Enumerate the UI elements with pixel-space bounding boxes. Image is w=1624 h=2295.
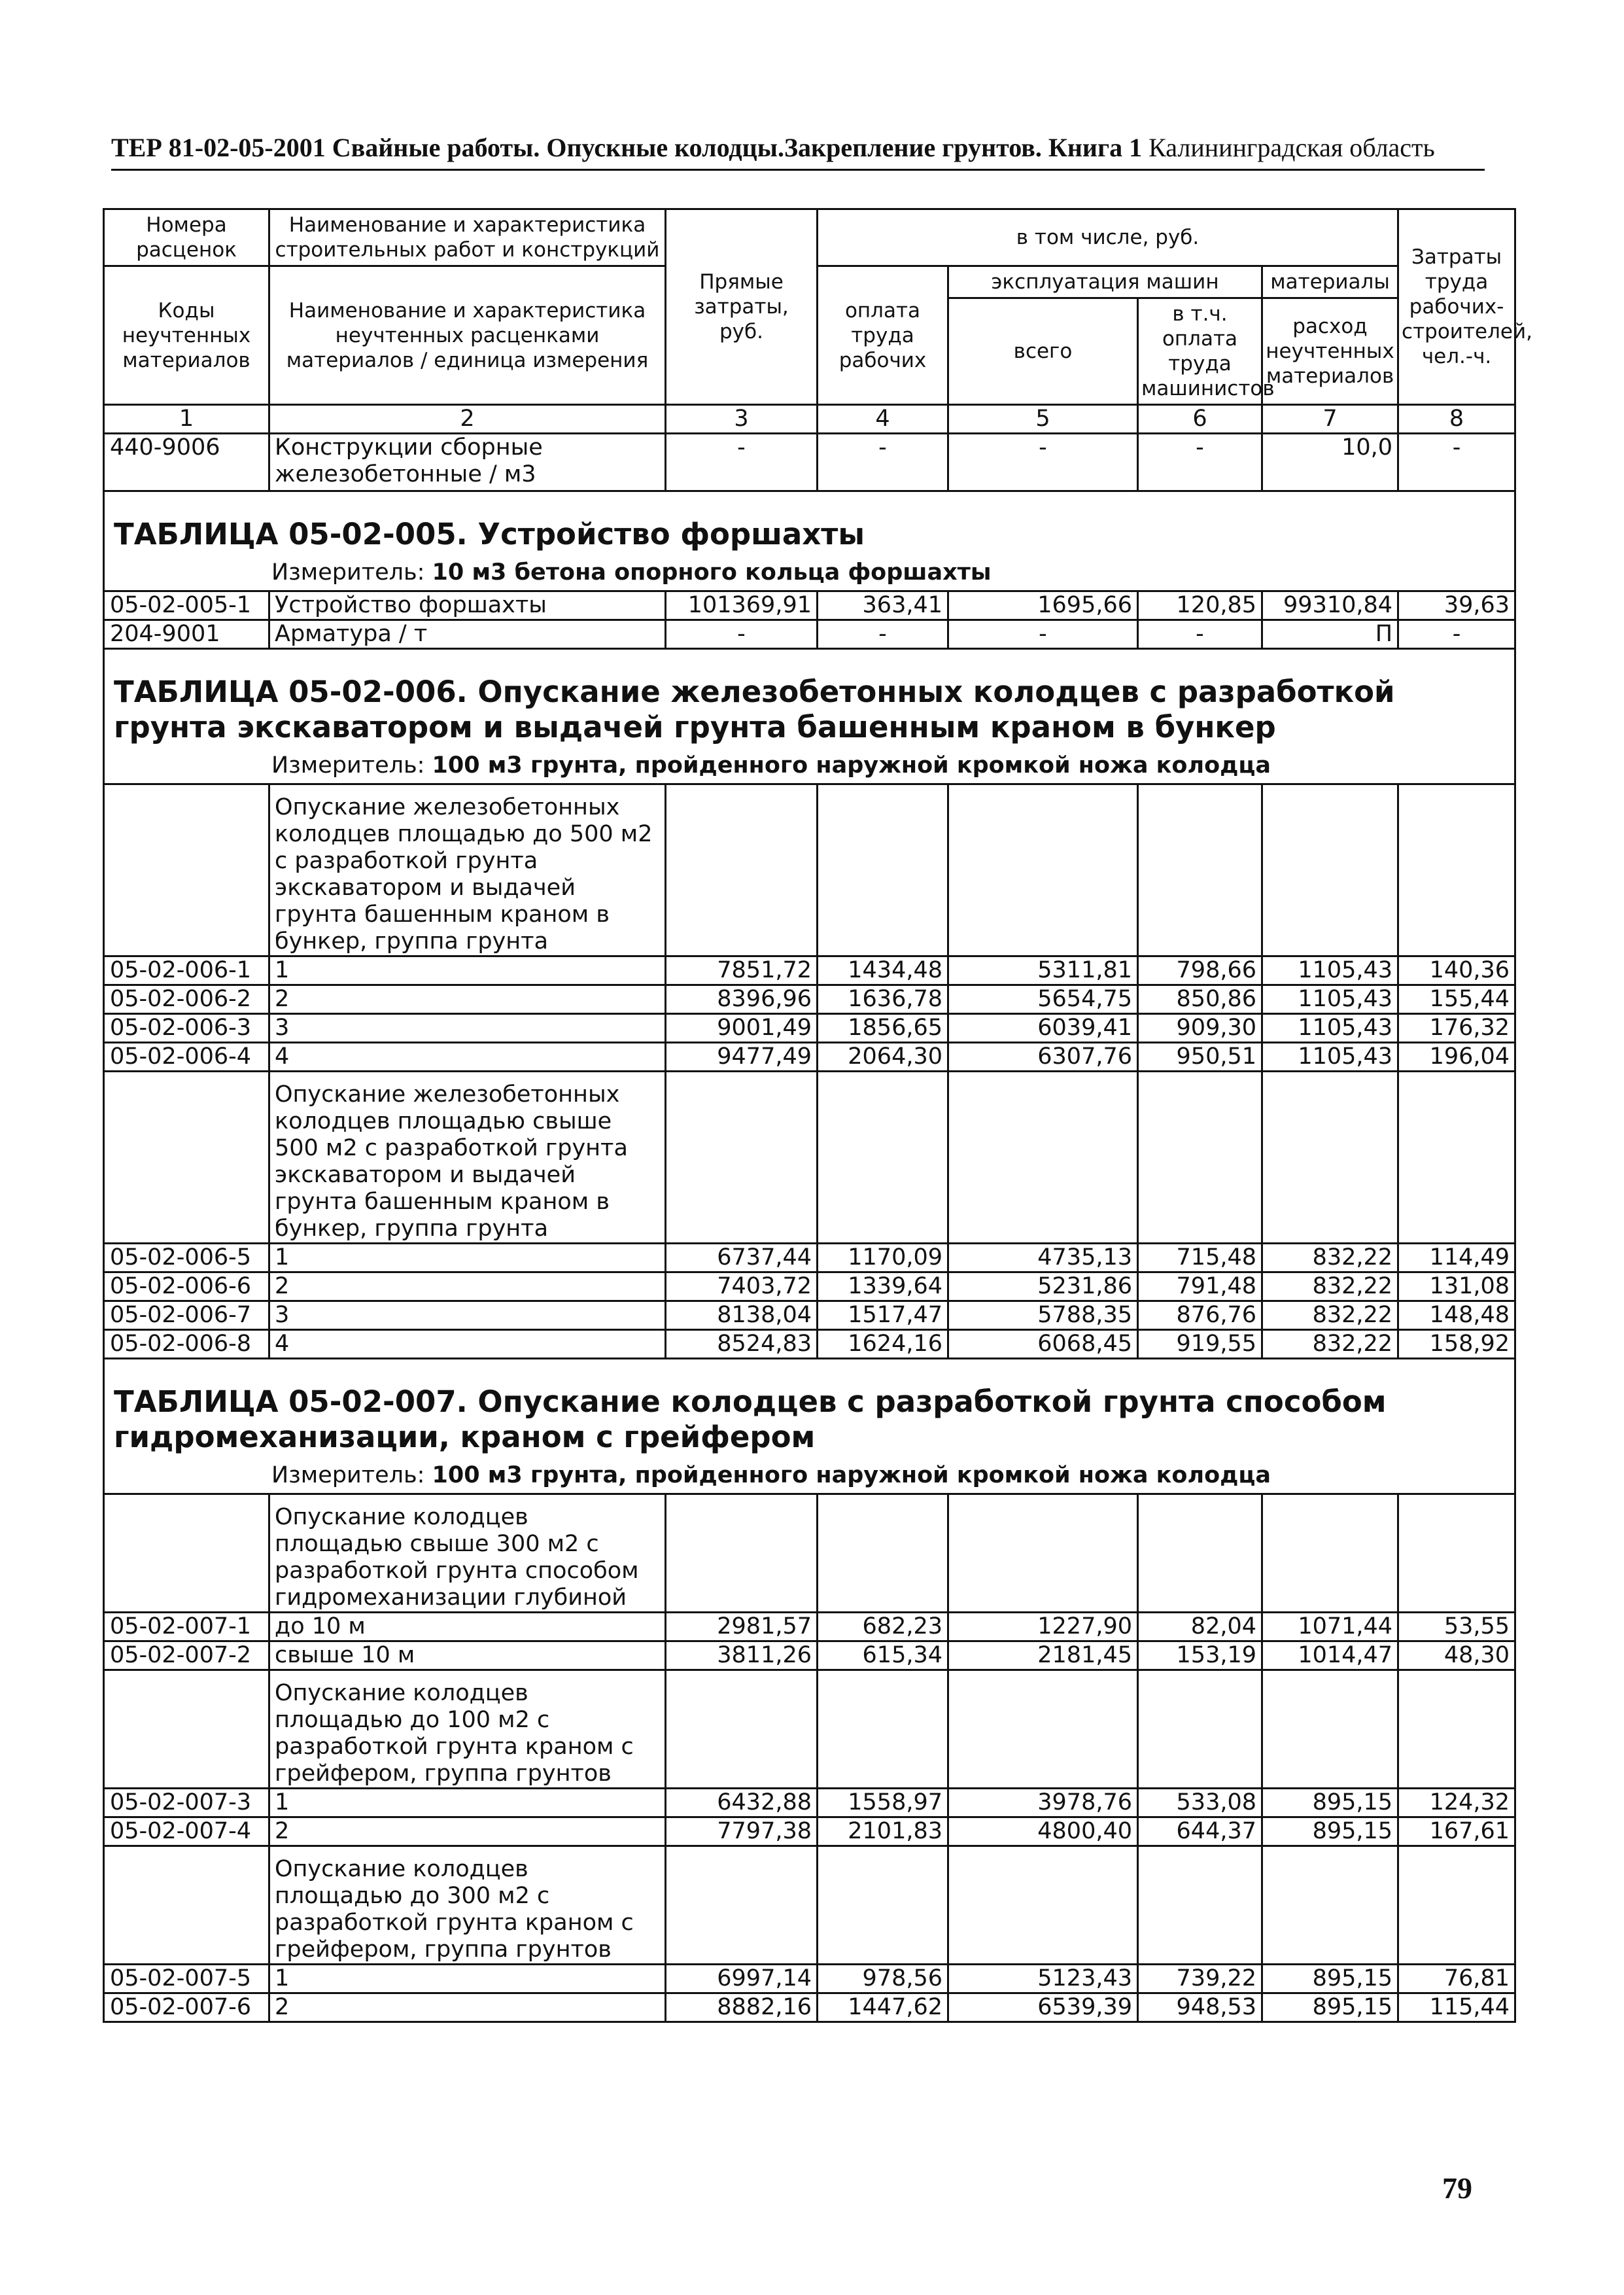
row-machine-wages: 120,85 (1138, 591, 1262, 620)
row-labor: 48,30 (1398, 1641, 1515, 1670)
group-code-empty (104, 1072, 269, 1244)
column-numbers-row (104, 405, 1515, 434)
intro-row (104, 434, 1515, 491)
row-materials: 832,22 (1262, 1330, 1398, 1359)
header-region: Калининградская область (1149, 133, 1435, 162)
row-wages: 1170,09 (818, 1244, 948, 1272)
header-wages: оплата труда рабочих (818, 266, 948, 405)
group-empty-cell (666, 1072, 818, 1244)
group-description-row (104, 1494, 1515, 1613)
meter-value: 10 м3 бетона опорного кольца форшахты (432, 559, 992, 586)
table-title: ТАБЛИЦА 05-02-005. Устройство форшахты (114, 517, 865, 552)
row-machine-total: 5788,35 (948, 1301, 1138, 1330)
header-materials-consumption: расход неучтенных материалов (1262, 298, 1398, 405)
row-direct: - (666, 620, 818, 649)
row-machine-total: 4735,13 (948, 1244, 1138, 1272)
row-labor: - (1398, 434, 1515, 491)
table-row (104, 620, 1515, 649)
row-code: 05-02-006-1 (104, 956, 269, 985)
row-machine-total: 2181,45 (948, 1641, 1138, 1670)
group-empty-cell (818, 1494, 948, 1613)
table-title-cell (104, 491, 1515, 558)
table-body (104, 209, 1532, 2022)
group-empty-cell (1138, 784, 1262, 956)
row-name: 2 (269, 1272, 666, 1301)
group-description: Опускание железобетонных колодцев площадью свыше 500 м2 с разработкой грунта экскаватором и выдачей грунта башенным краном в бункер, группа грунта (269, 1072, 666, 1244)
table-meter-cell (104, 557, 1515, 591)
row-name: 1 (269, 1244, 666, 1272)
table-title: ТАБЛИЦА 05-02-007. Опускание колодцев с разработкой грунта способом гидромеханизации, краном с грейфером (114, 1384, 1387, 1454)
row-labor: 131,08 (1398, 1272, 1515, 1301)
group-empty-cell (1138, 1670, 1262, 1789)
row-labor: 176,32 (1398, 1014, 1515, 1043)
group-empty-cell (948, 784, 1138, 956)
row-direct: 7403,72 (666, 1272, 818, 1301)
row-materials: 10,0 (1262, 434, 1398, 491)
table-meter-row (104, 1460, 1515, 1494)
meter-value: 100 м3 грунта, пройденного наружной кромкой ножа колодца (432, 1462, 1271, 1488)
row-name: 1 (269, 956, 666, 985)
header-code-bottom: Коды неучтенных материалов (104, 266, 269, 405)
row-labor: 76,81 (1398, 1965, 1515, 1993)
row-code: 05-02-006-6 (104, 1272, 269, 1301)
row-machine-total: 6068,45 (948, 1330, 1138, 1359)
row-wages: 1434,48 (818, 956, 948, 985)
row-materials: 895,15 (1262, 1789, 1398, 1817)
group-code-empty (104, 1670, 269, 1789)
table-meter-row (104, 557, 1515, 591)
header-bold-text: ТЕР 81-02-05-2001 Свайные работы. Опускные колодцы.Закрепление грунтов. Книга 1 (111, 133, 1143, 162)
group-empty-cell (1398, 1072, 1515, 1244)
meter-label: Измеритель: (271, 559, 425, 586)
table-row (104, 1613, 1515, 1641)
row-code: 05-02-006-2 (104, 985, 269, 1014)
row-name: Конструкции сборные железобетонные / м3 (269, 434, 666, 491)
row-name: 3 (269, 1301, 666, 1330)
header-materials: материалы (1262, 266, 1398, 298)
meter-label: Измеритель: (271, 752, 425, 779)
col-number: 4 (818, 405, 948, 434)
group-code-empty (104, 1494, 269, 1613)
row-direct: 6432,88 (666, 1789, 818, 1817)
row-machine-total: 6039,41 (948, 1014, 1138, 1043)
row-name: свыше 10 м (269, 1641, 666, 1670)
row-direct: 2981,57 (666, 1613, 818, 1641)
table-title-cell (104, 649, 1515, 751)
group-description: Опускание железобетонных колодцев площадью до 500 м2 с разработкой грунта экскаватором и выдачей грунта башенным краном в бункер, группа грунта (269, 784, 666, 956)
row-code: 05-02-006-4 (104, 1043, 269, 1072)
col-number: 8 (1398, 405, 1515, 434)
row-wages: 978,56 (818, 1965, 948, 1993)
row-machine-wages: 153,19 (1138, 1641, 1262, 1670)
row-code: 05-02-007-3 (104, 1789, 269, 1817)
col-number: 7 (1262, 405, 1398, 434)
header-name-bottom: Наименование и характеристика неучтенных расценками материалов / единица измерения (269, 266, 666, 405)
row-wages: 1624,16 (818, 1330, 948, 1359)
group-description: Опускание колодцев площадью свыше 300 м2 с разработкой грунта способом гидромеханизации глубиной (269, 1494, 666, 1613)
table-meter-cell (104, 1460, 1515, 1494)
row-machine-wages: 715,48 (1138, 1244, 1262, 1272)
table-row (104, 1272, 1515, 1301)
row-labor: - (1398, 620, 1515, 649)
row-wages: 2101,83 (818, 1817, 948, 1846)
row-code: 05-02-007-4 (104, 1817, 269, 1846)
row-code: 05-02-007-6 (104, 1993, 269, 2022)
row-machine-total: 5311,81 (948, 956, 1138, 985)
row-direct: 7797,38 (666, 1817, 818, 1846)
row-materials: П (1262, 620, 1398, 649)
row-wages: 1856,65 (818, 1014, 948, 1043)
row-code: 05-02-005-1 (104, 591, 269, 620)
row-code: 05-02-007-5 (104, 1965, 269, 1993)
row-wages: 682,23 (818, 1613, 948, 1641)
row-machine-wages: 948,53 (1138, 1993, 1262, 2022)
table-row (104, 985, 1515, 1014)
group-empty-cell (1398, 1494, 1515, 1613)
row-machine-wages: 950,51 (1138, 1043, 1262, 1072)
group-description-row (104, 1072, 1515, 1244)
page-header (111, 131, 1485, 171)
group-empty-cell (1138, 1072, 1262, 1244)
table-meter-cell (104, 750, 1515, 784)
row-machine-wages: 909,30 (1138, 1014, 1262, 1043)
row-code: 05-02-006-8 (104, 1330, 269, 1359)
row-labor: 53,55 (1398, 1613, 1515, 1641)
row-direct: 8138,04 (666, 1301, 818, 1330)
row-machine-total: 6307,76 (948, 1043, 1138, 1072)
row-machine-total: - (948, 434, 1138, 491)
row-machine-total: 1227,90 (948, 1613, 1138, 1641)
row-machine-wages: 850,86 (1138, 985, 1262, 1014)
table-row (104, 1244, 1515, 1272)
row-wages: 2064,30 (818, 1043, 948, 1072)
row-labor: 158,92 (1398, 1330, 1515, 1359)
row-name: 2 (269, 1817, 666, 1846)
table-row (104, 1993, 1515, 2022)
header-name-top: Наименование и характеристика строительных работ и конструкций (269, 209, 666, 266)
group-empty-cell (666, 1670, 818, 1789)
row-code: 05-02-006-5 (104, 1244, 269, 1272)
group-empty-cell (1398, 1846, 1515, 1965)
table-title-row (104, 649, 1515, 751)
row-direct: 101369,91 (666, 591, 818, 620)
row-wages: 1447,62 (818, 1993, 948, 2022)
row-machine-wages: 919,55 (1138, 1330, 1262, 1359)
group-empty-cell (818, 1072, 948, 1244)
row-materials: 1071,44 (1262, 1613, 1398, 1641)
row-materials: 895,15 (1262, 1993, 1398, 2022)
group-description: Опускание колодцев площадью до 300 м2 с разработкой грунта краном с грейфером, группа грунтов (269, 1846, 666, 1965)
group-empty-cell (666, 1494, 818, 1613)
group-empty-cell (948, 1072, 1138, 1244)
group-empty-cell (818, 784, 948, 956)
group-empty-cell (666, 1846, 818, 1965)
row-labor: 167,61 (1398, 1817, 1515, 1846)
meter-value: 100 м3 грунта, пройденного наружной кромкой ножа колодца (432, 752, 1271, 779)
table-meter-row (104, 750, 1515, 784)
header-including: в том числе, руб. (818, 209, 1398, 266)
row-machine-total: 3978,76 (948, 1789, 1138, 1817)
group-code-empty (104, 784, 269, 956)
row-code: 05-02-006-3 (104, 1014, 269, 1043)
row-direct: 6737,44 (666, 1244, 818, 1272)
page-number: 79 (1442, 2171, 1472, 2205)
row-machine-wages: 798,66 (1138, 956, 1262, 985)
table-row (104, 1043, 1515, 1072)
group-empty-cell (948, 1494, 1138, 1613)
row-materials: 1105,43 (1262, 1014, 1398, 1043)
row-machine-total: 1695,66 (948, 591, 1138, 620)
group-empty-cell (1138, 1494, 1262, 1613)
row-direct: 8882,16 (666, 1993, 818, 2022)
row-code: 440-9006 (104, 434, 269, 491)
row-wages: 1517,47 (818, 1301, 948, 1330)
table-row (104, 956, 1515, 985)
row-name: 1 (269, 1965, 666, 1993)
header-labor-costs: Затраты труда рабочих-строителей, чел.-ч. (1398, 209, 1515, 405)
header-machine-total: всего (948, 298, 1138, 405)
row-wages: 615,34 (818, 1641, 948, 1670)
row-wages: - (818, 620, 948, 649)
row-materials: 832,22 (1262, 1244, 1398, 1272)
row-machine-total: - (948, 620, 1138, 649)
row-direct: 8524,83 (666, 1330, 818, 1359)
row-machine-wages: 876,76 (1138, 1301, 1262, 1330)
group-empty-cell (1262, 1072, 1398, 1244)
group-empty-cell (1262, 1494, 1398, 1613)
row-labor: 39,63 (1398, 591, 1515, 620)
group-empty-cell (1262, 1670, 1398, 1789)
row-materials: 1105,43 (1262, 956, 1398, 985)
row-machine-wages: - (1138, 620, 1262, 649)
row-name: 4 (269, 1043, 666, 1072)
table-title-cell (104, 1359, 1515, 1461)
row-name: 2 (269, 1993, 666, 2022)
group-empty-cell (818, 1670, 948, 1789)
row-direct: 3811,26 (666, 1641, 818, 1670)
row-code: 05-02-006-7 (104, 1301, 269, 1330)
row-name: Арматура / т (269, 620, 666, 649)
header-direct-costs: Прямые затраты, руб. (666, 209, 818, 405)
row-code: 05-02-007-1 (104, 1613, 269, 1641)
col-number: 3 (666, 405, 818, 434)
row-materials: 99310,84 (1262, 591, 1398, 620)
group-description: Опускание колодцев площадью до 100 м2 с разработкой грунта краном с грейфером, группа грунтов (269, 1670, 666, 1789)
header-row-1 (104, 209, 1515, 266)
group-empty-cell (1262, 784, 1398, 956)
row-wages: 1558,97 (818, 1789, 948, 1817)
row-machine-wages: - (1138, 434, 1262, 491)
row-labor: 115,44 (1398, 1993, 1515, 2022)
table-row (104, 1641, 1515, 1670)
header-code-top: Номера расценок (104, 209, 269, 266)
row-code: 05-02-007-2 (104, 1641, 269, 1670)
group-empty-cell (1262, 1846, 1398, 1965)
col-number: 1 (104, 405, 269, 434)
row-labor: 124,32 (1398, 1789, 1515, 1817)
col-number: 6 (1138, 405, 1262, 434)
row-machine-total: 4800,40 (948, 1817, 1138, 1846)
table-title: ТАБЛИЦА 05-02-006. Опускание железобетонных колодцев с разработкой грунта экскаватором и выдачей грунта башенным краном в бункер (114, 674, 1395, 745)
row-machine-total: 5654,75 (948, 985, 1138, 1014)
group-empty-cell (1398, 784, 1515, 956)
header-machine-operation: эксплуатация машин (948, 266, 1262, 298)
table-row (104, 591, 1515, 620)
group-description-row (104, 1670, 1515, 1789)
row-name: до 10 м (269, 1613, 666, 1641)
row-machine-total: 5231,86 (948, 1272, 1138, 1301)
col-number: 2 (269, 405, 666, 434)
row-machine-wages: 791,48 (1138, 1272, 1262, 1301)
price-table (103, 208, 1532, 2023)
row-name: 1 (269, 1789, 666, 1817)
row-labor: 114,49 (1398, 1244, 1515, 1272)
row-materials: 895,15 (1262, 1817, 1398, 1846)
table-row (104, 1301, 1515, 1330)
group-empty-cell (948, 1846, 1138, 1965)
group-empty-cell (1138, 1846, 1262, 1965)
row-name: 4 (269, 1330, 666, 1359)
table-title-row (104, 491, 1515, 558)
row-name: 2 (269, 985, 666, 1014)
row-direct: 9001,49 (666, 1014, 818, 1043)
row-labor: 140,36 (1398, 956, 1515, 985)
row-materials: 1105,43 (1262, 1043, 1398, 1072)
table-title-row (104, 1359, 1515, 1461)
row-direct: 7851,72 (666, 956, 818, 985)
row-direct: - (666, 434, 818, 491)
row-labor: 155,44 (1398, 985, 1515, 1014)
row-wages: - (818, 434, 948, 491)
group-empty-cell (818, 1846, 948, 1965)
row-machine-total: 5123,43 (948, 1965, 1138, 1993)
row-name: Устройство форшахты (269, 591, 666, 620)
row-wages: 363,41 (818, 591, 948, 620)
row-materials: 895,15 (1262, 1965, 1398, 1993)
group-empty-cell (666, 784, 818, 956)
group-description-row (104, 1846, 1515, 1965)
row-direct: 8396,96 (666, 985, 818, 1014)
row-materials: 1014,47 (1262, 1641, 1398, 1670)
meter-label: Измеритель: (271, 1462, 425, 1488)
table-row (104, 1014, 1515, 1043)
row-machine-wages: 533,08 (1138, 1789, 1262, 1817)
row-machine-wages: 644,37 (1138, 1817, 1262, 1846)
row-wages: 1339,64 (818, 1272, 948, 1301)
row-wages: 1636,78 (818, 985, 948, 1014)
row-direct: 6997,14 (666, 1965, 818, 1993)
row-machine-wages: 82,04 (1138, 1613, 1262, 1641)
row-direct: 9477,49 (666, 1043, 818, 1072)
row-machine-total: 6539,39 (948, 1993, 1138, 2022)
table-row (104, 1817, 1515, 1846)
row-materials: 832,22 (1262, 1301, 1398, 1330)
group-code-empty (104, 1846, 269, 1965)
table-row (104, 1789, 1515, 1817)
table-row (104, 1965, 1515, 1993)
row-materials: 832,22 (1262, 1272, 1398, 1301)
row-name: 3 (269, 1014, 666, 1043)
group-empty-cell (1398, 1670, 1515, 1789)
row-labor: 148,48 (1398, 1301, 1515, 1330)
table-row (104, 1330, 1515, 1359)
header-machine-wages: в т.ч. оплата труда машинистов (1138, 298, 1262, 405)
col-number: 5 (948, 405, 1138, 434)
row-labor: 196,04 (1398, 1043, 1515, 1072)
group-description-row (104, 784, 1515, 956)
row-code: 204-9001 (104, 620, 269, 649)
group-empty-cell (948, 1670, 1138, 1789)
row-machine-wages: 739,22 (1138, 1965, 1262, 1993)
row-materials: 1105,43 (1262, 985, 1398, 1014)
